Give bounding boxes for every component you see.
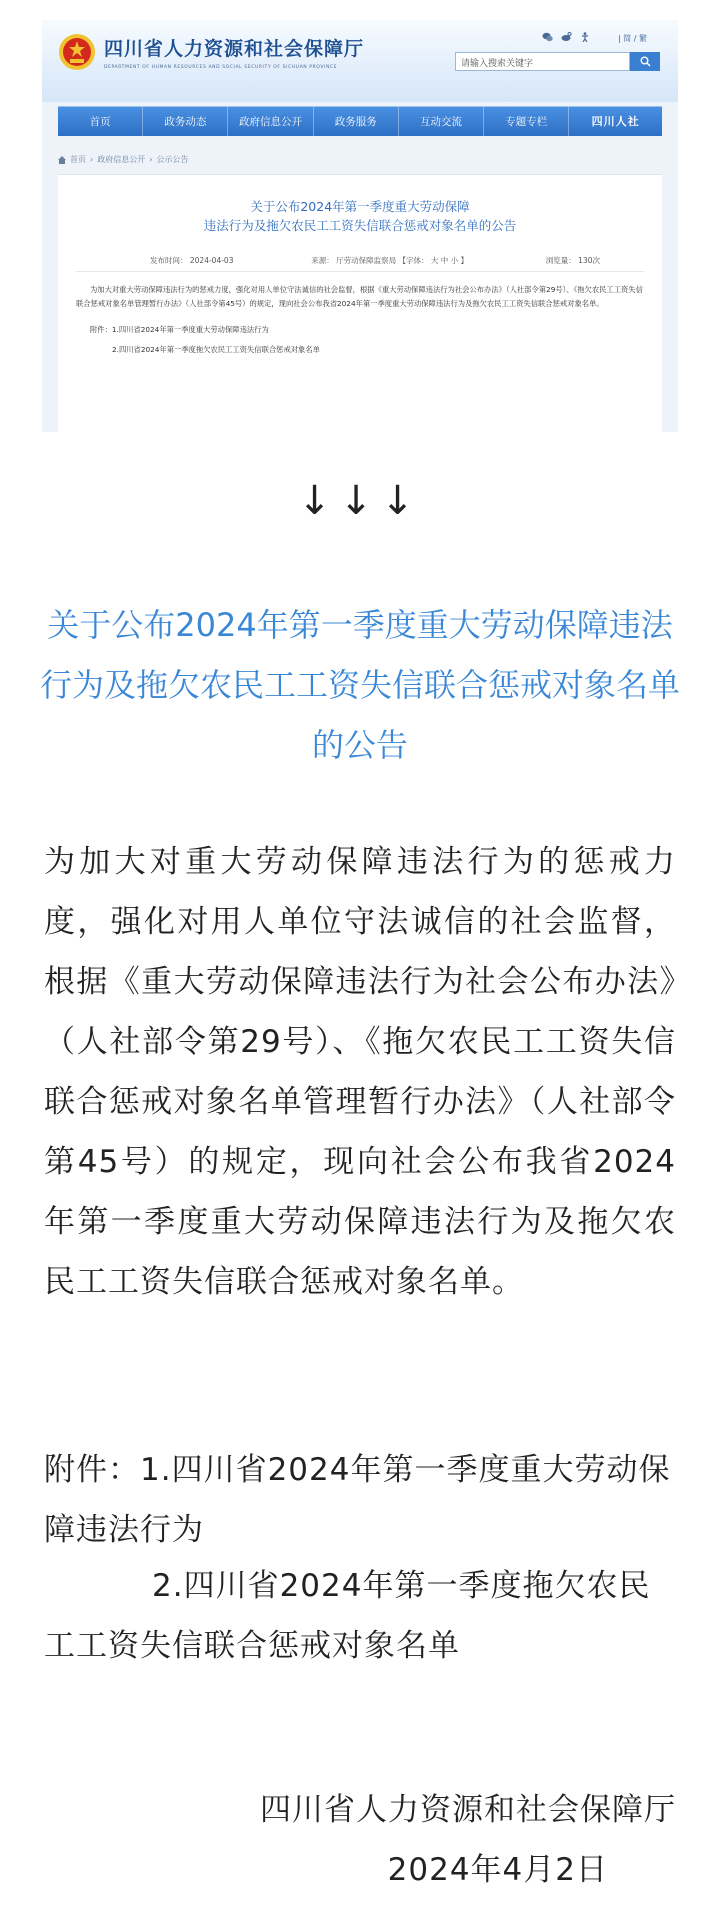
- nav-item-info-disclosure[interactable]: 政府信息公开: [228, 107, 313, 137]
- article-panel: [58, 174, 662, 432]
- article-paragraph: 为加大对重大劳动保障违法行为的惩戒力度，强化对用人单位守法诚信的社会监督，根据《重大劳动保障违法行为社会公布办法》（人社部令第29号）、《拖欠农民工工资失信联合惩戒对象名单管理暂行办法》（人社部令第45号）的规定，现向社会公布我省2024年第一季度重大劳动保障违法行为及拖欠农民工工资失信联合惩戒对象名单。: [76, 285, 643, 308]
- nav-item-news[interactable]: 政务动态: [143, 107, 228, 137]
- article-body: [76, 283, 644, 357]
- site-subtitle: DEPARTMENT OF HUMAN RESOURCES AND SOCIAL SECURITY OF SICHUAN PROVINCE: [104, 65, 338, 70]
- divider: [76, 271, 644, 272]
- language-switch[interactable]: | 简 / 繁: [618, 34, 648, 43]
- search-button[interactable]: [630, 52, 660, 71]
- breadcrumb-separator: ›: [90, 155, 94, 164]
- view-count: 浏览量： 130次: [545, 256, 600, 265]
- breadcrumb-separator: ›: [149, 155, 153, 164]
- site-header: [42, 20, 678, 102]
- website-screenshot: [42, 20, 678, 432]
- accessibility-icon[interactable]: [580, 32, 590, 42]
- nav-item-interaction[interactable]: 互动交流: [399, 107, 484, 137]
- enlarged-body: 为加大对重大劳动保障违法行为的惩戒力度，强化对用人单位守法诚信的社会监督，根据《重大劳动保障违法行为社会公布办法》（人社部令第29号）、《拖欠农民工工资失信联合惩戒对象名单管理暂行办法》（人社部令第45号）的规定，现向社会公布我省2024年第一季度重大劳动保障违法行为及拖欠农民工工资失信联合惩戒对象名单。: [44, 844, 676, 1300]
- article-title-line: 关于公布2024年第一季度重大劳动保障: [250, 199, 470, 214]
- home-icon: [58, 156, 66, 164]
- wechat-icon[interactable]: [542, 32, 553, 42]
- breadcrumb-announcements[interactable]: 公示公告: [156, 155, 189, 164]
- breadcrumb-home[interactable]: 首页: [70, 155, 86, 164]
- search-input[interactable]: 请输入搜索关键字: [455, 52, 630, 71]
- article-meta: [150, 255, 600, 266]
- main-nav: [58, 106, 662, 136]
- publish-date: 发布时间： 2024-04-03: [150, 256, 234, 265]
- national-emblem-icon: [58, 32, 96, 72]
- site-title: 四川省人力资源和社会保障厅: [104, 38, 365, 60]
- article-title: [58, 197, 662, 235]
- weibo-icon[interactable]: [561, 32, 572, 42]
- attachment-link[interactable]: 附件：1.四川省2024年第一季度重大劳动保障违法行为: [90, 325, 269, 334]
- breadcrumb-info-disclosure[interactable]: 政府信息公开: [97, 155, 146, 164]
- source-and-font-size[interactable]: 来源： 厅劳动保障监察局 【字体： 大 中 小 】: [311, 256, 469, 265]
- signature-date: 2024年4月2日: [387, 1852, 608, 1888]
- article-title-line: 违法行为及拖欠农民工工资失信联合惩戒对象名单的公告: [203, 218, 517, 233]
- attachment-link[interactable]: 2.四川省2024年第一季度拖欠农民工工资失信联合惩戒对象名单: [112, 345, 320, 354]
- enlarged-attachment-2: 2.四川省2024年第一季度拖欠农民工工资失信联合惩戒对象名单: [44, 1568, 651, 1664]
- down-arrows: ↓↓↓: [297, 478, 423, 524]
- signature: 四川省人力资源和社会保障厅: [260, 1792, 676, 1828]
- nav-item-services[interactable]: 政务服务: [314, 107, 399, 137]
- header-icons: [542, 32, 590, 42]
- nav-item-home[interactable]: 首页: [58, 107, 143, 137]
- search-icon: [640, 56, 651, 67]
- enlarged-title: 关于公布2024年第一季度重大劳动保障违法行为及拖欠农民工工资失信联合惩戒对象名单的公告: [40, 606, 681, 764]
- breadcrumb: [58, 154, 188, 165]
- nav-item-topics[interactable]: 专题专栏: [484, 107, 569, 137]
- enlarged-attachment-1: 附件：1.四川省2024年第一季度重大劳动保障违法行为: [44, 1452, 671, 1548]
- nav-brand-logo[interactable]: 四川人社: [591, 114, 640, 128]
